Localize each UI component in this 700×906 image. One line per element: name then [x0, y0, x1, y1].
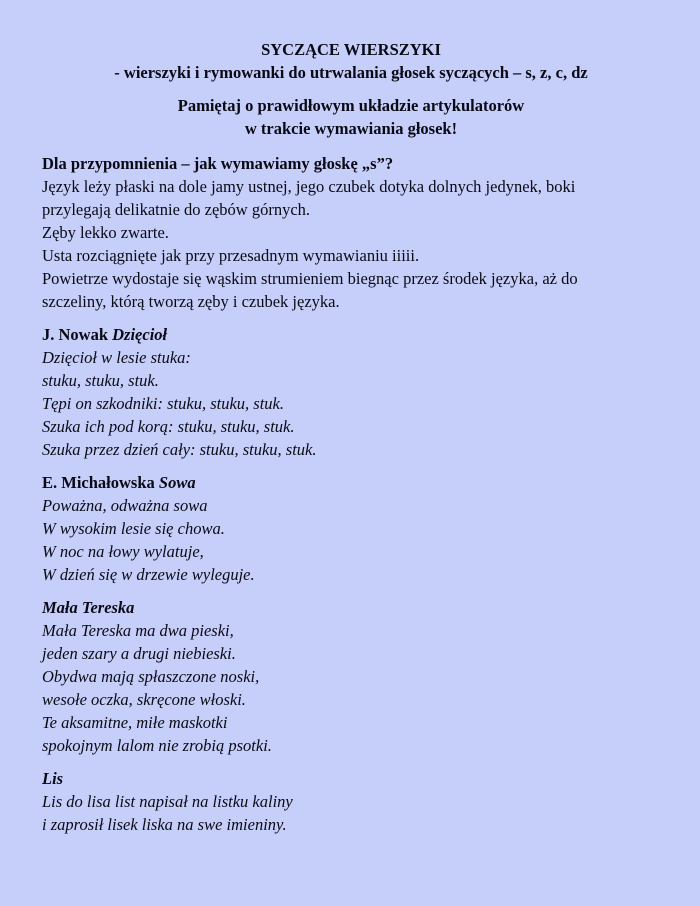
poem-title: Dzięcioł [112, 325, 168, 344]
document-subtitle: - wierszyki i rymowanki do utrwalania głosek syczących – s, z, c, dz [114, 63, 588, 82]
instruction-heading: Dla przypomnienia – jak wymawiamy głoskę „s”? [42, 154, 394, 173]
instruction-section [42, 152, 660, 313]
poem-line: Szuka ich pod korą: stuku, stuku, stuk. [42, 417, 295, 436]
poem-line: i zaprosił lisek liska na swe imieniny. [42, 815, 287, 834]
poem-line: Mała Tereska ma dwa pieski, [42, 621, 234, 640]
poem-line: Tępi on szkodniki: stuku, stuku, stuk. [42, 394, 284, 413]
poem-line: Te aksamitne, miłe maskotki [42, 713, 228, 732]
poem-line: spokojnym lalom nie zrobią psotki. [42, 736, 272, 755]
instruction-line: Język leży płaski na dole jamy ustnej, jego czubek dotyka dolnych jedynek, boki [42, 177, 576, 196]
poem-mala-tereska [42, 596, 660, 757]
poem-dzieciol [42, 323, 660, 461]
poem-title: Lis [42, 769, 64, 788]
reminder-line: w trakcie wymawiania głosek! [244, 119, 458, 138]
instruction-line: Zęby lekko zwarte. [42, 223, 169, 242]
instruction-line: Powietrze wydostaje się wąskim strumieniem biegnąc przez środek języka, aż do [42, 269, 578, 288]
poem-line: Obydwa mają spłaszczone noski, [42, 667, 260, 686]
poem-heading [42, 471, 660, 494]
instruction-line: Usta rozciągnięte jak przy przesadnym wymawianiu iiiii. [42, 246, 420, 265]
poem-heading [42, 323, 660, 346]
poem-line: W noc na łowy wylatuje, [42, 542, 204, 561]
poem-line: Poważna, odważna sowa [42, 496, 208, 515]
poem-line: Dzięcioł w lesie stuka: [42, 348, 191, 367]
reminder-note [42, 94, 660, 140]
poem-line: jeden szary a drugi niebieski. [42, 644, 236, 663]
instruction-line: szczeliny, którą tworzą zęby i czubek języka. [42, 292, 340, 311]
poem-author: J. Nowak [42, 325, 109, 344]
reminder-line: Pamiętaj o prawidłowym układzie artykulatorów [177, 96, 525, 115]
poem-lis [42, 767, 660, 836]
poem-line: Lis do lisa list napisał na listku kaliny [42, 792, 293, 811]
poem-author: E. Michałowska [42, 473, 155, 492]
instruction-line: przylegają delikatnie do zębów górnych. [42, 200, 311, 219]
poem-line: Szuka przez dzień cały: stuku, stuku, stuk. [42, 440, 317, 459]
poem-line: stuku, stuku, stuk. [42, 371, 159, 390]
poem-line: W wysokim lesie się chowa. [42, 519, 225, 538]
poem-line: wesołe oczka, skręcone włoski. [42, 690, 246, 709]
poem-title: Mała Tereska [42, 598, 135, 617]
poem-title: Sowa [158, 473, 196, 492]
poem-line: W dzień się w drzewie wyleguje. [42, 565, 255, 584]
document-header [42, 38, 660, 84]
document-title: SYCZĄCE WIERSZYKI [261, 40, 441, 59]
poem-sowa [42, 471, 660, 586]
